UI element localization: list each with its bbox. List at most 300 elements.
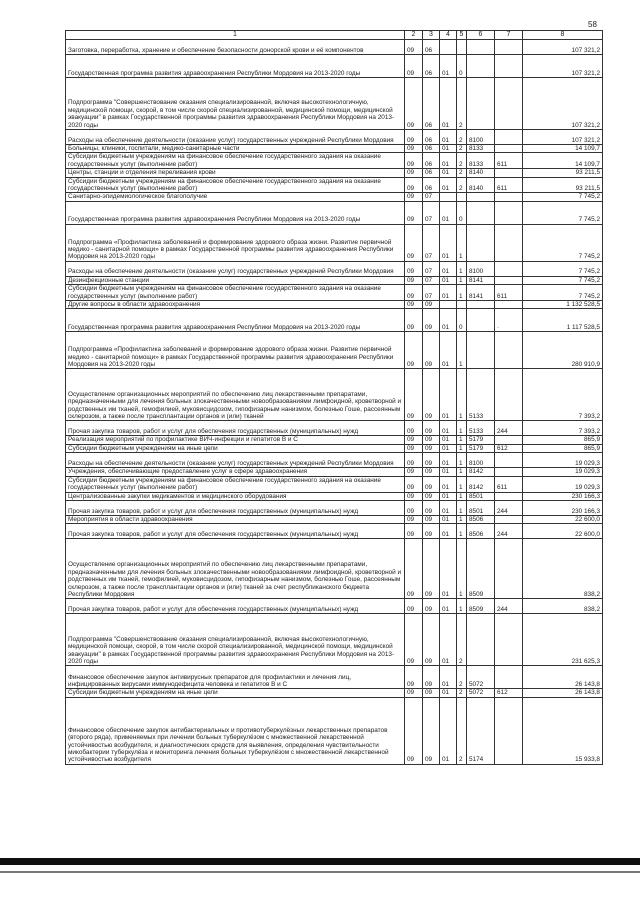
cell-program-code: 01 — [440, 224, 457, 261]
cell-subprogram-code: 1 — [457, 276, 467, 284]
table-row — [66, 177, 603, 193]
cell-section-code: 09 — [405, 697, 423, 764]
column-header: 6 — [467, 31, 495, 40]
cell-subsection-code: 09 — [423, 468, 440, 476]
cell-section-code: 09 — [405, 614, 423, 666]
cell-section-code: 09 — [405, 421, 423, 436]
cell-program-code: 01 — [440, 468, 457, 476]
cell-subsection-code: 09 — [423, 524, 440, 539]
cell-expense-type-code — [495, 539, 523, 599]
table-row — [66, 444, 603, 452]
cell-program-code: 01 — [440, 492, 457, 500]
cell-subsection-code: 09 — [423, 476, 440, 492]
table-row — [66, 500, 603, 515]
cell-program-code — [440, 40, 457, 55]
cell-target-code: 8509 — [467, 539, 495, 599]
table-row — [66, 285, 603, 301]
cell-subprogram-code: 1 — [457, 500, 467, 515]
cell-subprogram-code: 2 — [457, 666, 467, 689]
cell-program-code: 01 — [440, 276, 457, 284]
cell-target-code — [467, 614, 495, 666]
cell-subprogram-code: 0 — [457, 201, 467, 224]
cell-amount: 22 600,0 — [523, 515, 603, 523]
cell-subsection-code: 09 — [423, 444, 440, 452]
cell-target-code: 8140 — [467, 177, 495, 193]
cell-subsection-code: 09 — [423, 453, 440, 468]
cell-subprogram-code: 1 — [457, 224, 467, 261]
cell-section-code: 09 — [405, 666, 423, 689]
cell-amount: 107 321,2 — [523, 40, 603, 55]
cell-expense-type-code — [495, 78, 523, 130]
table-row — [66, 515, 603, 523]
cell-program-code: 01 — [440, 444, 457, 452]
cell-amount: 93 211,5 — [523, 177, 603, 193]
cell-program-code: 01 — [440, 177, 457, 193]
cell-amount: 7 745,2 — [523, 261, 603, 276]
cell-section-code: 09 — [405, 78, 423, 130]
cell-expense-type-code — [495, 436, 523, 444]
cell-subprogram-code: 1 — [457, 261, 467, 276]
table-row — [66, 40, 603, 55]
cell-item-name: Реализация мероприятий по профилактике ВИЧ-инфекции и гепатитов В и С — [66, 436, 405, 444]
cell-target-code: 8506 — [467, 515, 495, 523]
cell-expense-type-code: 244 — [495, 421, 523, 436]
cell-target-code: 8100 — [467, 453, 495, 468]
cell-section-code: 09 — [405, 369, 423, 421]
cell-program-code: 01 — [440, 666, 457, 689]
scan-edge-bar — [0, 858, 640, 865]
cell-target-code — [467, 55, 495, 78]
cell-section-code: 09 — [405, 453, 423, 468]
cell-subsection-code: 09 — [423, 301, 440, 309]
cell-item-name: Государственная программа развития здравоохранения Республики Мордовия на 2013-2020 годы — [66, 55, 405, 78]
cell-target-code — [467, 78, 495, 130]
cell-subsection-code: 09 — [423, 309, 440, 332]
cell-program-code: 01 — [440, 614, 457, 666]
table-row — [66, 130, 603, 145]
cell-subprogram-code: 1 — [457, 492, 467, 500]
cell-subsection-code: 09 — [423, 492, 440, 500]
cell-subsection-code: 09 — [423, 369, 440, 421]
cell-expense-type-code: 244 — [495, 599, 523, 614]
cell-section-code: 09 — [405, 40, 423, 55]
cell-section-code: 09 — [405, 193, 423, 201]
table-row — [66, 421, 603, 436]
cell-amount: 280 910,9 — [523, 332, 603, 369]
cell-subprogram-code: 1 — [457, 421, 467, 436]
cell-amount: 26 143,8 — [523, 689, 603, 697]
cell-subsection-code: 07 — [423, 276, 440, 284]
cell-item-name: Финансовое обеспечение закупок антивирусных препаратов для профилактики и лечения лиц, инфицированных вирусами иммунодефицита человека и гепатитов В и С — [66, 666, 405, 689]
cell-program-code — [440, 193, 457, 201]
cell-amount: 107 321,2 — [523, 55, 603, 78]
cell-item-name: Другие вопросы в области здравоохранения — [66, 301, 405, 309]
cell-expense-type-code — [495, 130, 523, 145]
cell-item-name: Мероприятия в области здравоохранения — [66, 515, 405, 523]
cell-program-code: 01 — [440, 476, 457, 492]
cell-expense-type-code — [495, 261, 523, 276]
cell-subsection-code: 09 — [423, 666, 440, 689]
cell-program-code: 01 — [440, 201, 457, 224]
cell-target-code: 5072 — [467, 689, 495, 697]
cell-subprogram-code: 1 — [457, 436, 467, 444]
header-row — [66, 31, 603, 40]
cell-subsection-code: 07 — [423, 261, 440, 276]
cell-program-code: 01 — [440, 145, 457, 153]
cell-subsection-code: 06 — [423, 40, 440, 55]
cell-subsection-code: 06 — [423, 130, 440, 145]
cell-subprogram-code: 2 — [457, 145, 467, 153]
cell-section-code: 09 — [405, 468, 423, 476]
cell-program-code: 01 — [440, 261, 457, 276]
cell-section-code: 09 — [405, 169, 423, 177]
table-row — [66, 193, 603, 201]
cell-expense-type-code: 611 — [495, 177, 523, 193]
cell-subprogram-code: 1 — [457, 369, 467, 421]
cell-expense-type-code — [495, 614, 523, 666]
cell-program-code: 01 — [440, 169, 457, 177]
cell-expense-type-code — [495, 145, 523, 153]
table-row — [66, 301, 603, 309]
table-row — [66, 201, 603, 224]
cell-expense-type-code — [495, 224, 523, 261]
cell-program-code: 01 — [440, 55, 457, 78]
cell-item-name: Расходы на обеспечение деятельности (оказание услуг) государственных учреждений Республики Мордовия — [66, 261, 405, 276]
cell-item-name: Санитарно-эпидемиологическое благополучие — [66, 193, 405, 201]
cell-amount: 838,2 — [523, 539, 603, 599]
cell-program-code: 01 — [440, 309, 457, 332]
cell-subprogram-code — [457, 301, 467, 309]
cell-amount: 7 745,2 — [523, 276, 603, 284]
cell-program-code: 01 — [440, 130, 457, 145]
cell-expense-type-code: 611 — [495, 285, 523, 301]
cell-amount: 1 132 528,5 — [523, 301, 603, 309]
cell-item-name: Государственная программа развития здравоохранения Республики Мордовия на 2013-2020 годы — [66, 309, 405, 332]
table-row — [66, 599, 603, 614]
cell-amount: 7 393,2 — [523, 369, 603, 421]
cell-item-name: Финансовое обеспечение закупок антибактериальных и противотуберкулёзных лекарственных препаратов (второго ряда), применяемых при лечении больных туберкулёзом с множественной лекарственной устойчивостью возбудителя, и диагностических средств для выявления, определения чувствительности микобактерии туберкулёза и мониторинга лечения больных туберкулёзом с множественной лекарственной устойчивостью возбудителя — [66, 697, 405, 764]
cell-amount: 865,9 — [523, 444, 603, 452]
table-row — [66, 145, 603, 153]
cell-section-code: 09 — [405, 492, 423, 500]
cell-target-code — [467, 40, 495, 55]
cell-target-code: 8501 — [467, 492, 495, 500]
cell-program-code: 01 — [440, 500, 457, 515]
cell-program-code: 01 — [440, 453, 457, 468]
cell-subsection-code: 09 — [423, 500, 440, 515]
cell-subprogram-code — [457, 193, 467, 201]
cell-target-code — [467, 301, 495, 309]
cell-target-code: 8142 — [467, 468, 495, 476]
cell-program-code: 01 — [440, 369, 457, 421]
cell-amount: 19 029,3 — [523, 468, 603, 476]
cell-subprogram-code: 1 — [457, 599, 467, 614]
cell-section-code: 09 — [405, 444, 423, 452]
cell-target-code: 8100 — [467, 261, 495, 276]
table-row — [66, 169, 603, 177]
cell-target-code: 8142 — [467, 476, 495, 492]
cell-target-code: 8509 — [467, 599, 495, 614]
cell-amount: 107 321,2 — [523, 130, 603, 145]
cell-section-code: 09 — [405, 515, 423, 523]
table-row — [66, 55, 603, 78]
cell-subprogram-code: 1 — [457, 285, 467, 301]
cell-program-code: 01 — [440, 524, 457, 539]
cell-program-code: 01 — [440, 332, 457, 369]
cell-program-code: 01 — [440, 153, 457, 169]
cell-expense-type-code — [495, 169, 523, 177]
cell-section-code: 09 — [405, 301, 423, 309]
cell-target-code — [467, 309, 495, 332]
cell-item-name: Осуществление организационных мероприятий по обеспечению лиц лекарственными препаратами, предназначенными для лечения больных злокачественными новообразованиями лимфоидной, кроветворной и родственных им тканей, гемофилией, муковисцидозом, гипофизарным нанизмом, болезнью Гоше, рассеянным склерозом, а также после трансплантации органов и (или) тканей за счет республиканского бюджета Республики Мордовия — [66, 539, 405, 599]
cell-expense-type-code — [495, 492, 523, 500]
cell-target-code: 8501 — [467, 500, 495, 515]
cell-item-name: Расходы на обеспечение деятельности (оказание услуг) государственных учреждений Республики Мордовия — [66, 130, 405, 145]
cell-target-code: 8140 — [467, 169, 495, 177]
cell-section-code: 09 — [405, 436, 423, 444]
table-row — [66, 261, 603, 276]
cell-program-code: 01 — [440, 421, 457, 436]
cell-amount: 7 745,2 — [523, 201, 603, 224]
cell-amount: 7 745,2 — [523, 193, 603, 201]
table-row — [66, 224, 603, 261]
cell-subprogram-code: 1 — [457, 539, 467, 599]
cell-amount: 1 117 528,5 — [523, 309, 603, 332]
cell-program-code: 01 — [440, 689, 457, 697]
cell-target-code: 5133 — [467, 369, 495, 421]
cell-subprogram-code: 0 — [457, 309, 467, 332]
cell-subsection-code: 06 — [423, 153, 440, 169]
cell-subsection-code: 06 — [423, 169, 440, 177]
cell-item-name: Субсидии бюджетным учреждениям на финансовое обеспечение государственного задания на оказание государственных услуг (выполнение работ) — [66, 177, 405, 193]
cell-subsection-code: 06 — [423, 145, 440, 153]
cell-program-code: 01 — [440, 436, 457, 444]
cell-target-code: 5179 — [467, 444, 495, 452]
cell-target-code: 8100 — [467, 130, 495, 145]
cell-subprogram-code: 2 — [457, 697, 467, 764]
table-row — [66, 697, 603, 764]
cell-target-code: 8133 — [467, 145, 495, 153]
cell-target-code: 5072 — [467, 666, 495, 689]
cell-program-code: 01 — [440, 697, 457, 764]
cell-amount: 838,2 — [523, 599, 603, 614]
cell-target-code: 8506 — [467, 524, 495, 539]
table-row — [66, 276, 603, 284]
cell-amount: 7 393,2 — [523, 421, 603, 436]
cell-amount: 26 143,8 — [523, 666, 603, 689]
cell-amount: 230 166,3 — [523, 492, 603, 500]
table-row — [66, 524, 603, 539]
column-header: 2 — [405, 31, 423, 40]
cell-subprogram-code: 1 — [457, 468, 467, 476]
cell-subprogram-code: 2 — [457, 614, 467, 666]
cell-section-code: 09 — [405, 153, 423, 169]
cell-amount: 230 166,3 — [523, 500, 603, 515]
cell-expense-type-code — [495, 468, 523, 476]
cell-item-name: Подпрограмма "Совершенствование оказания специализированной, включая высокотехнологичную, медицинской помощи, скорой, в том числе скорой специализированной, медицинской помощи, медицинской эвакуации" в рамках Государственной программы развития здравоохранения Республики Мордовия на 2013-2020 годы — [66, 78, 405, 130]
cell-section-code: 09 — [405, 332, 423, 369]
cell-amount: 14 109,7 — [523, 145, 603, 153]
cell-expense-type-code: · — [495, 309, 523, 332]
table-row — [66, 614, 603, 666]
cell-section-code: 09 — [405, 261, 423, 276]
cell-item-name: Расходы на обеспечение деятельности (оказание услуг) государственных учреждений Республики Мордовия — [66, 453, 405, 468]
cell-section-code: 09 — [405, 224, 423, 261]
cell-target-code: 8141 — [467, 285, 495, 301]
cell-subsection-code: 06 — [423, 55, 440, 78]
budget-table — [65, 30, 603, 765]
cell-amount: 7 745,2 — [523, 224, 603, 261]
column-header: 1 — [66, 31, 405, 40]
cell-expense-type-code — [495, 301, 523, 309]
cell-target-code: 8133 — [467, 153, 495, 169]
cell-item-name: Заготовка, переработка, хранение и обеспечение безопасности донорской крови и её компонентов — [66, 40, 405, 55]
cell-subprogram-code: 2 — [457, 153, 467, 169]
cell-target-code: 5179 — [467, 436, 495, 444]
cell-program-code: 01 — [440, 285, 457, 301]
cell-item-name: Государственная программа развития здравоохранения Республики Мордовия на 2013-2020 годы — [66, 201, 405, 224]
scan-edge-line — [0, 871, 640, 873]
cell-section-code: 09 — [405, 539, 423, 599]
cell-amount: 22 600,0 — [523, 524, 603, 539]
cell-target-code: 5133 — [467, 421, 495, 436]
cell-section-code: 09 — [405, 500, 423, 515]
cell-section-code: 09 — [405, 309, 423, 332]
cell-item-name: Больницы, клиники, госпитали, медико-санитарные части — [66, 145, 405, 153]
cell-program-code — [440, 301, 457, 309]
cell-section-code: 09 — [405, 130, 423, 145]
cell-item-name: Централизованные закупки медикаментов и медицинского оборудования — [66, 492, 405, 500]
table-row — [66, 476, 603, 492]
cell-amount: 107 321,2 — [523, 78, 603, 130]
column-header: 8 — [523, 31, 603, 40]
cell-item-name: Субсидии бюджетным учреждениям на иные цели — [66, 689, 405, 697]
cell-subsection-code: 09 — [423, 436, 440, 444]
cell-target-code — [467, 332, 495, 369]
table-row — [66, 369, 603, 421]
table-row — [66, 309, 603, 332]
cell-expense-type-code — [495, 40, 523, 55]
table-row — [66, 78, 603, 130]
column-header: 4 — [440, 31, 457, 40]
cell-subprogram-code: 1 — [457, 453, 467, 468]
cell-subprogram-code: 1 — [457, 515, 467, 523]
cell-subsection-code: 06 — [423, 177, 440, 193]
cell-expense-type-code — [495, 515, 523, 523]
cell-subsection-code: 09 — [423, 689, 440, 697]
cell-expense-type-code — [495, 666, 523, 689]
cell-amount: 14 109,7 — [523, 153, 603, 169]
cell-item-name: Учреждения, обеспечивающие предоставление услуг в сфере здравоохранения — [66, 468, 405, 476]
cell-expense-type-code: 244 — [495, 500, 523, 515]
cell-section-code: 09 — [405, 599, 423, 614]
cell-item-name: Прочая закупка товаров, работ и услуг для обеспечения государственных (муниципальных) нужд — [66, 524, 405, 539]
table-row — [66, 332, 603, 369]
cell-subprogram-code: 0 — [457, 55, 467, 78]
cell-expense-type-code: 612 — [495, 689, 523, 697]
cell-target-code — [467, 224, 495, 261]
cell-expense-type-code — [495, 697, 523, 764]
cell-expense-type-code: 244 — [495, 524, 523, 539]
cell-target-code: 8141 — [467, 276, 495, 284]
cell-subsection-code: 07 — [423, 224, 440, 261]
cell-section-code: 09 — [405, 276, 423, 284]
cell-item-name: Субсидии бюджетным учреждениям на финансовое обеспечение государственного задания на оказание государственных услуг (выполнение работ) — [66, 476, 405, 492]
cell-item-name: Дезинфекционные станции — [66, 276, 405, 284]
cell-program-code: 01 — [440, 539, 457, 599]
cell-target-code — [467, 193, 495, 201]
table-row — [66, 689, 603, 697]
cell-subprogram-code: 1 — [457, 444, 467, 452]
cell-item-name: Прочая закупка товаров, работ и услуг для обеспечения государственных (муниципальных) нужд — [66, 500, 405, 515]
table-row — [66, 453, 603, 468]
cell-subprogram-code — [457, 40, 467, 55]
cell-subprogram-code: 1 — [457, 524, 467, 539]
cell-expense-type-code — [495, 369, 523, 421]
cell-amount: 7 745,2 — [523, 285, 603, 301]
cell-target-code: 5174 — [467, 697, 495, 764]
cell-item-name: Субсидии бюджетным учреждениям на иные цели — [66, 444, 405, 452]
cell-subsection-code: 06 — [423, 78, 440, 130]
table-row — [66, 666, 603, 689]
cell-subsection-code: 09 — [423, 599, 440, 614]
page-number: 58 — [588, 20, 597, 29]
cell-subprogram-code: 1 — [457, 476, 467, 492]
table-row — [66, 492, 603, 500]
cell-section-code: 09 — [405, 177, 423, 193]
cell-expense-type-code: 611 — [495, 153, 523, 169]
cell-section-code: 09 — [405, 201, 423, 224]
cell-item-name: Субсидии бюджетным учреждениям на финансовое обеспечение государственного задания на оказание государственных услуг (выполнение работ) — [66, 153, 405, 169]
cell-subprogram-code: 2 — [457, 169, 467, 177]
cell-target-code — [467, 201, 495, 224]
cell-subsection-code: 09 — [423, 697, 440, 764]
cell-expense-type-code — [495, 193, 523, 201]
cell-item-name: Прочая закупка товаров, работ и услуг для обеспечения государственных (муниципальных) нужд — [66, 421, 405, 436]
cell-subsection-code: 09 — [423, 421, 440, 436]
cell-program-code: 01 — [440, 599, 457, 614]
cell-subprogram-code: 2 — [457, 78, 467, 130]
cell-amount: 15 933,8 — [523, 697, 603, 764]
cell-subsection-code: 09 — [423, 539, 440, 599]
cell-amount: 19 029,3 — [523, 476, 603, 492]
cell-expense-type-code — [495, 276, 523, 284]
cell-amount: 93 211,5 — [523, 169, 603, 177]
cell-subsection-code: 07 — [423, 193, 440, 201]
cell-subsection-code: 09 — [423, 614, 440, 666]
cell-item-name: Подпрограмма "Совершенствование оказания специализированной, включая высокотехнологичную, медицинской помощи, скорой, в том числе скорой специализированной, медицинской помощи, медицинской эвакуации" в рамках Государственной программы развития здравоохранения Республики Мордовия на 2013-2020 годы — [66, 614, 405, 666]
cell-program-code: 01 — [440, 78, 457, 130]
table-row — [66, 153, 603, 169]
cell-item-name: Прочая закупка товаров, работ и услуг для обеспечения государственных (муниципальных) нужд — [66, 599, 405, 614]
column-header: 3 — [423, 31, 440, 40]
cell-section-code: 09 — [405, 524, 423, 539]
cell-item-name: Субсидии бюджетным учреждениям на финансовое обеспечение государственного задания на оказание государственных услуг (выполнение работ) — [66, 285, 405, 301]
cell-subsection-code: 07 — [423, 285, 440, 301]
cell-subsection-code: 09 — [423, 515, 440, 523]
cell-amount: 19 029,3 — [523, 453, 603, 468]
table-row — [66, 539, 603, 599]
cell-subprogram-code: 2 — [457, 689, 467, 697]
cell-subprogram-code: 2 — [457, 130, 467, 145]
cell-section-code: 09 — [405, 689, 423, 697]
cell-expense-type-code: 612 — [495, 444, 523, 452]
cell-expense-type-code — [495, 332, 523, 369]
cell-expense-type-code — [495, 201, 523, 224]
cell-section-code: 09 — [405, 476, 423, 492]
cell-subprogram-code: 2 — [457, 177, 467, 193]
cell-expense-type-code — [495, 453, 523, 468]
